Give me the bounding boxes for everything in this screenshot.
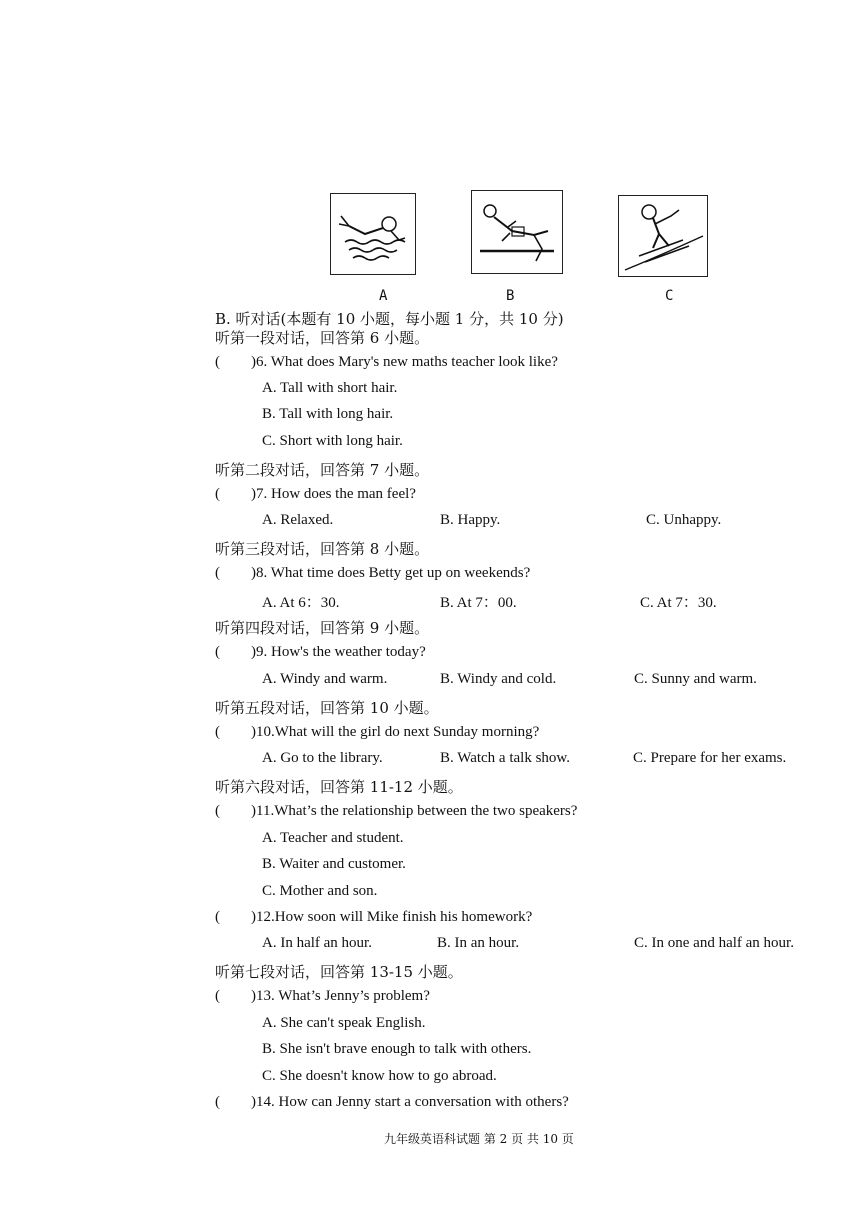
question-7-option-b: B. Happy.	[440, 512, 501, 528]
question-7-paren: (	[215, 486, 220, 502]
dialogue-7-instruction: 听第七段对话，回答第 13-15 小题。	[215, 963, 463, 981]
dialogue-3-instruction: 听第三段对话，回答第 8 小题。	[215, 540, 430, 558]
page-footer: 九年级英语科试题 第 2 页 共 10 页	[384, 1132, 574, 1146]
question-12-option-c: C. In one and half an hour.	[634, 935, 794, 951]
question-7-option-c: C. Unhappy.	[646, 512, 722, 528]
question-13: )13. What’s Jenny’s problem?	[251, 988, 430, 1004]
picture-label-a: A	[379, 288, 388, 304]
picture-b	[471, 190, 563, 274]
question-8-option-c: C. At 7：30.	[640, 595, 717, 611]
picture-label-c: C	[665, 288, 674, 304]
section-b-heading: B. 听对话(本题有 10 小题，每小题 1 分，共 10 分)	[215, 310, 564, 328]
dialogue-6-instruction: 听第六段对话，回答第 11-12 小题。	[215, 778, 463, 796]
question-10-option-b: B. Watch a talk show.	[440, 750, 571, 766]
picture-c	[618, 195, 708, 277]
question-12: )12.How soon will Mike finish his homework?	[251, 909, 533, 925]
question-6-option-c: C. Short with long hair.	[262, 433, 403, 449]
question-9-option-a: A. Windy and warm.	[262, 671, 388, 687]
question-9-option-b: B. Windy and cold.	[440, 671, 557, 687]
dialogue-4-instruction: 听第四段对话，回答第 9 小题。	[215, 619, 430, 637]
question-10: )10.What will the girl do next Sunday morning?	[251, 724, 540, 740]
question-12-option-b: B. In an hour.	[437, 935, 520, 951]
dialogue-5-instruction: 听第五段对话，回答第 10 小题。	[215, 699, 439, 717]
question-13-option-c: C. She doesn't know how to go abroad.	[262, 1068, 497, 1084]
question-10-option-a: A. Go to the library.	[262, 750, 383, 766]
question-11-paren: (	[215, 803, 220, 819]
question-10-option-c: C. Prepare for her exams.	[633, 750, 787, 766]
question-12-option-a: A. In half an hour.	[262, 935, 372, 951]
question-8-paren: (	[215, 565, 220, 581]
question-8: )8. What time does Betty get up on weekends?	[251, 565, 531, 581]
picture-a	[330, 193, 416, 275]
dialogue-1-instruction: 听第一段对话，回答第 6 小题。	[215, 329, 430, 347]
question-11-option-c: C. Mother and son.	[262, 883, 378, 899]
question-6-option-a: A. Tall with short hair.	[262, 380, 398, 396]
question-7-option-a: A. Relaxed.	[262, 512, 334, 528]
question-10-paren: (	[215, 724, 220, 740]
question-8-option-a: A. At 6：30.	[262, 595, 340, 611]
question-11-option-a: A. Teacher and student.	[262, 830, 404, 846]
question-9: )9. How's the weather today?	[251, 644, 426, 660]
question-9-paren: (	[215, 644, 220, 660]
question-6-option-b: B. Tall with long hair.	[262, 406, 394, 422]
question-13-paren: (	[215, 988, 220, 1004]
dialogue-2-instruction: 听第二段对话，回答第 7 小题。	[215, 461, 430, 479]
picture-label-b: B	[506, 288, 515, 304]
high-jumper-icon	[472, 191, 562, 273]
question-13-option-a: A. She can't speak English.	[262, 1015, 426, 1031]
swimmer-icon	[331, 194, 415, 274]
question-14-paren: (	[215, 1094, 220, 1110]
question-8-option-b: B. At 7：00.	[440, 595, 517, 611]
skier-icon	[619, 196, 707, 276]
question-6: )6. What does Mary's new maths teacher look like?	[251, 354, 558, 370]
question-11-option-b: B. Waiter and customer.	[262, 856, 406, 872]
question-7: )7. How does the man feel?	[251, 486, 416, 502]
question-9-option-c: C. Sunny and warm.	[634, 671, 757, 687]
question-6-paren: (	[215, 354, 220, 370]
question-14: )14. How can Jenny start a conversation with others?	[251, 1094, 569, 1110]
question-13-option-b: B. She isn't brave enough to talk with others.	[262, 1041, 532, 1057]
question-11: )11.What’s the relationship between the two speakers?	[251, 803, 578, 819]
question-12-paren: (	[215, 909, 220, 925]
